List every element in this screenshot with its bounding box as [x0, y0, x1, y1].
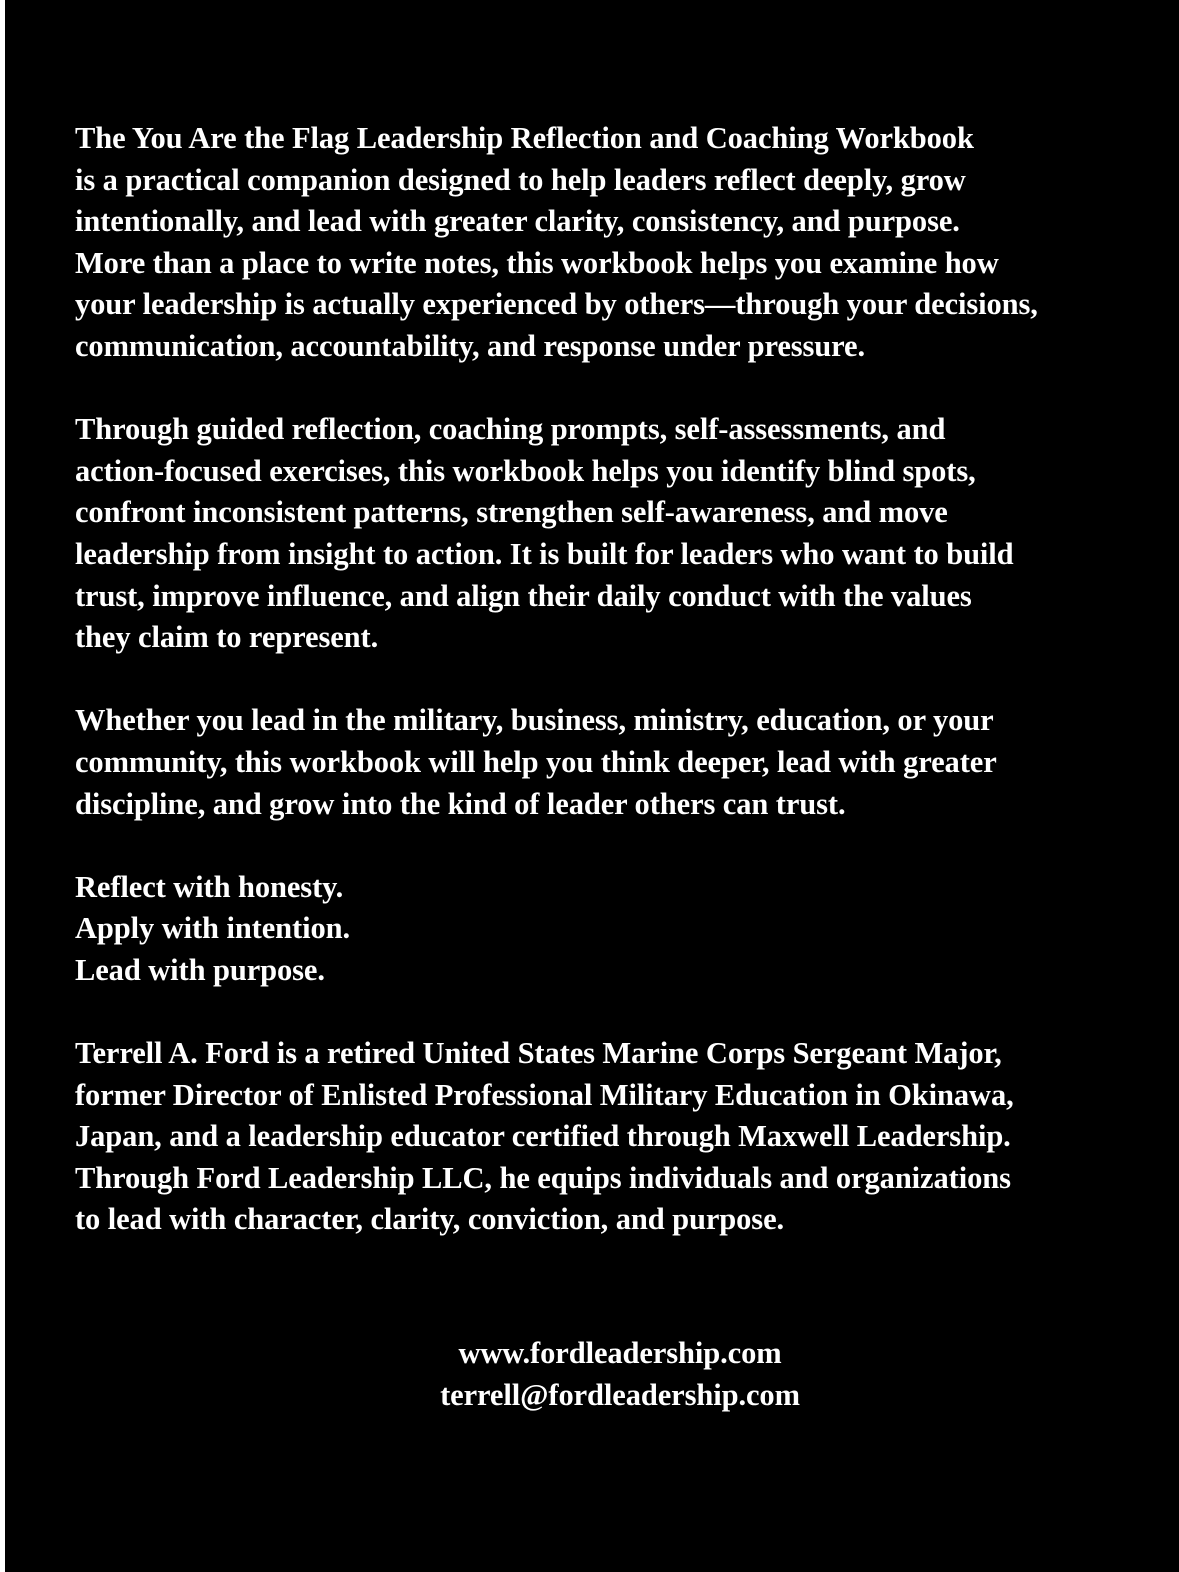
paragraph-mantra — [75, 867, 1173, 992]
text-line: Terrell A. Ford is a retired United States Marine Corps Sergeant Major, — [75, 1036, 1002, 1071]
text-line: Apply with intention. — [75, 911, 351, 946]
text-line: community, this workbook will help you think deeper, lead with greater — [75, 744, 997, 779]
website-url: www.fordleadership.com — [458, 1336, 782, 1370]
paragraph-audience — [75, 700, 1173, 825]
text-line: trust, improve influence, and align their daily conduct with the values — [75, 578, 972, 613]
paragraph-intro — [75, 118, 1173, 368]
text-line: your leadership is actually experienced by others—through your decisions, — [75, 287, 1038, 322]
text-line: confront inconsistent patterns, strengthen self-awareness, and move — [75, 495, 948, 530]
text-line: action-focused exercises, this workbook helps you identify blind spots, — [75, 453, 976, 488]
text-line: discipline, and grow into the kind of leader others can trust. — [75, 786, 846, 821]
paragraph-author-bio — [75, 1033, 1173, 1241]
email-address: terrell@fordleadership.com — [440, 1377, 800, 1412]
text-line: communication, accountability, and response under pressure. — [75, 328, 866, 363]
text-line: More than a place to write notes, this workbook helps you examine how — [75, 245, 999, 280]
text-line: they claim to represent. — [75, 620, 379, 655]
paragraph-method — [75, 409, 1173, 659]
text-line: to lead with character, clarity, conviction, and purpose. — [75, 1202, 785, 1237]
text-line: intentionally, and lead with greater clarity, consistency, and purpose. — [75, 204, 960, 239]
text-line: Reflect with honesty. — [75, 869, 344, 904]
text-line: Japan, and a leadership educator certified through Maxwell Leadership. — [75, 1119, 1011, 1154]
cover-body-text — [75, 118, 1173, 1283]
text-line: Through guided reflection, coaching prompts, self-assessments, and — [75, 412, 946, 447]
text-line: Whether you lead in the military, business, ministry, education, or your — [75, 703, 994, 738]
contact-info — [5, 1333, 1179, 1416]
back-cover — [5, 0, 1179, 1572]
text-line: Lead with purpose. — [75, 952, 325, 987]
text-line: former Director of Enlisted Professional Military Education in Okinawa, — [75, 1077, 1014, 1112]
text-line: Through Ford Leadership LLC, he equips individuals and organizations — [75, 1160, 1011, 1195]
text-line: The You Are the Flag Leadership Reflection and Coaching Workbook — [75, 121, 974, 155]
text-line: leadership from insight to action. It is built for leaders who want to build — [75, 536, 1014, 571]
text-line: is a practical companion designed to help leaders reflect deeply, grow — [75, 162, 966, 197]
